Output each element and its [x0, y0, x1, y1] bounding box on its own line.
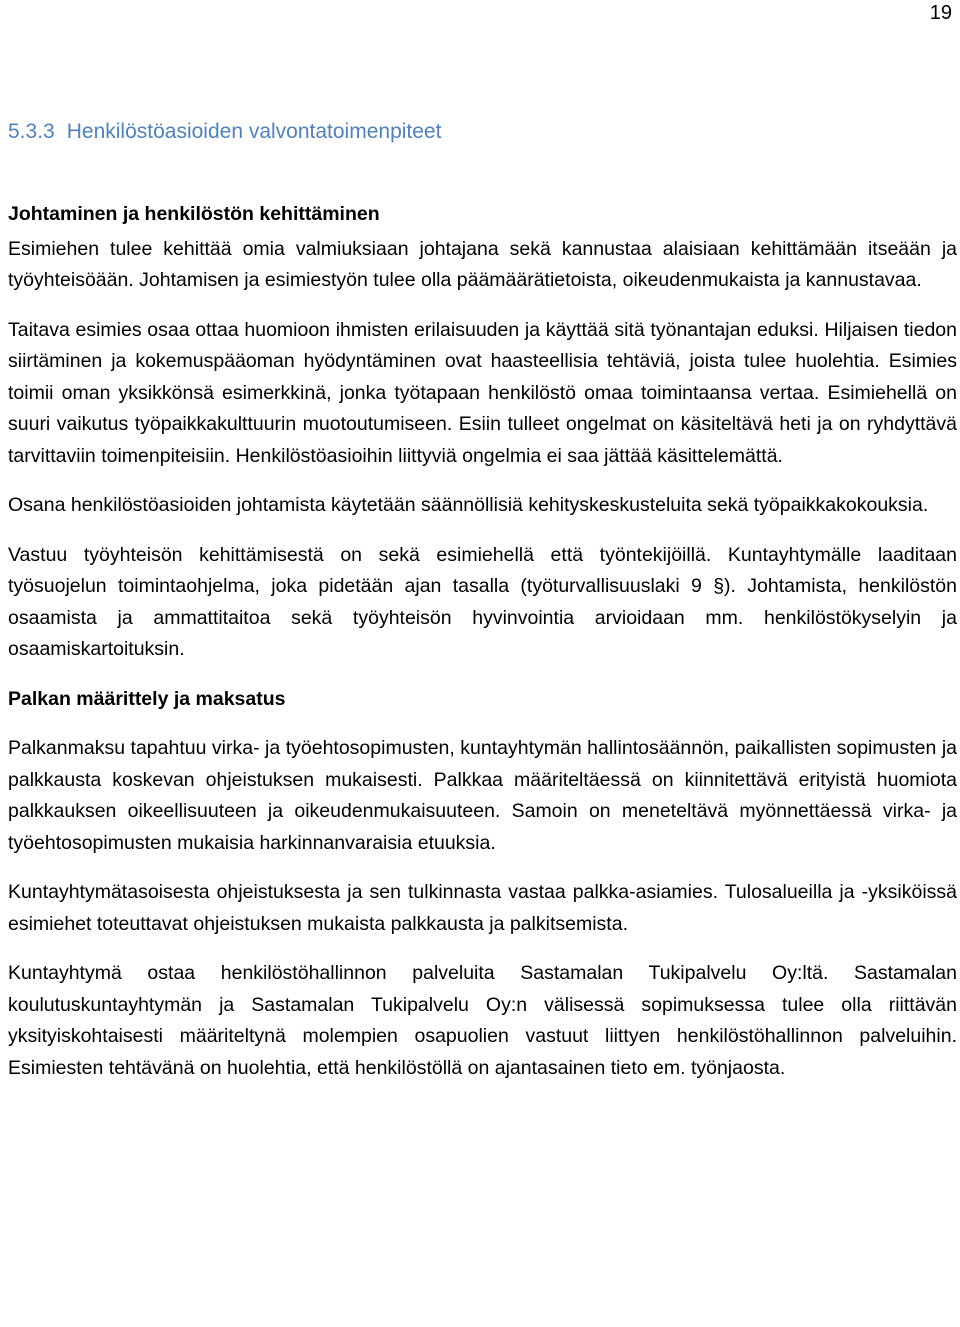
paragraph: Taitava esimies osaa ottaa huomioon ihmisten erilaisuuden ja käyttää sitä työnantajan eduksi. Hiljaisen tiedon siirtäminen ja kokemuspääoman hyödyntäminen ovat haasteellisia tehtäviä, joista tulee huolehtia. Esimies toimii oman yksikkönsä esimerkkinä, jonka työtapaan henkilöstö omaa toimintaansa vertaa. Esimiehellä on suuri vaikutus työpaikkakulttuurin muotoutumiseen. Esiin tulleet ongelmat on käsiteltävä heti ja on ryhdyttävä tarvittaviin toimenpiteisiin. Henkilöstöasioihin liittyviä ongelmia ei saa jättää käsittelemättä. — [8, 318, 957, 467]
document-body — [8, 117, 957, 1084]
page-number: 19 — [929, 2, 952, 24]
paragraph: Esimiehen tulee kehittää omia valmiuksiaan johtajana sekä kannustaa alaisiaan kehittämään itseään ja työyhteisöään. Johtamisen ja esimiestyön tulee olla päämäärätietoista, oikeudenmukaista ja kannustavaa. — [8, 237, 957, 291]
paragraph: Kuntayhtymätasoisesta ohjeistuksesta ja sen tulkinnasta vastaa palkka-asiamies. Tulosalueilla ja -yksiköissä esimiehet toteuttavat ohjeistuksen mukaista palkkausta ja palkitsemista. — [8, 881, 957, 935]
paragraph: Kuntayhtymä ostaa henkilöstöhallinnon palveluita Sastamalan Tukipalvelu Oy:ltä. Sastamalan koulutuskuntayhtymän ja Sastamalan Tukipalvelu Oy:n välisessä sopimuksessa tulee olla riittävän yksityiskohtaisesti määriteltynä molempien osapuolien vastuut liittyen henkilöstöhallinnon palveluihin. Esimiesten tehtävänä on huolehtia, että henkilöstöllä on ajantasainen tieto em. työnjaosta. — [8, 962, 957, 1079]
section-title — [8, 117, 957, 147]
paragraph: Osana henkilöstöasioiden johtamista käytetään säännöllisiä kehityskeskusteluita sekä työpaikkakokouksia. — [8, 494, 929, 516]
paragraph: Vastuu työyhteisön kehittämisestä on sekä esimiehellä että työntekijöillä. Kuntayhtymälle laaditaan työsuojelun toimintaohjelma, joka pidetään ajan tasalla (työturvallisuuslaki 9 §). Johtamista, henkilöstön osaamista ja ammattitaitoa sekä työyhteisön hyvinvointia arvioidaan mm. henkilöstökyselyin ja osaamiskartoituksin. — [8, 543, 957, 660]
section-title-text: Henkilöstöasioiden valvontatoimenpiteet — [66, 120, 442, 143]
subheading-leadership: Johtaminen ja henkilöstön kehittäminen — [8, 203, 380, 225]
paragraph: Palkanmaksu tapahtuu virka- ja työehtosopimusten, kuntayhtymän hallintosäännön, paikallisten sopimusten ja palkkausta koskevan ohjeistuksen mukaisesti. Palkkaa määriteltäessä on kiinnitettävä erityistä huomiota palkkauksen oikeellisuuteen ja oikeudenmukaisuuteen. Samoin on meneteltävä myönnettäessä virka- ja työehtosopimusten mukaisia harkinnanvaraisia etuuksia. — [8, 737, 957, 854]
subheading-salary: Palkan määrittely ja maksatus — [8, 687, 286, 710]
section-number: 5.3.3 — [8, 120, 55, 143]
